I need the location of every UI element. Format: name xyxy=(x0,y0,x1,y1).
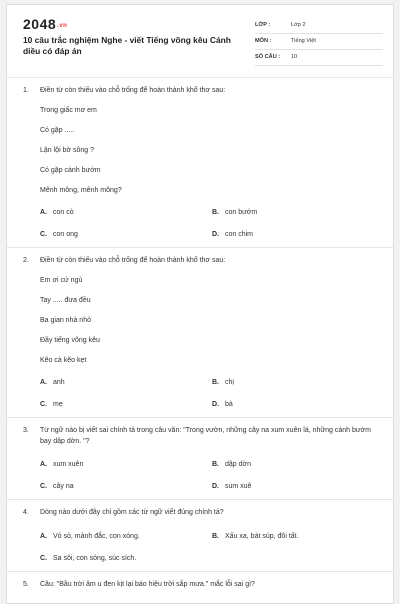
option-c[interactable]: C. cây na xyxy=(40,483,74,490)
worksheet-page xyxy=(6,4,394,604)
option-b[interactable]: B. chị xyxy=(212,379,234,386)
worksheet-title: 10 câu trắc nghiệm Nghe - viết Tiếng võng kêu Cánh diều có đáp án xyxy=(23,35,231,56)
question-prompt: Điền từ còn thiếu vào chỗ trống để hoàn thành khổ thơ sau: xyxy=(40,87,226,94)
poem-line: Tay ..... đưa đều xyxy=(40,297,91,304)
question-divider xyxy=(7,571,394,572)
option-a[interactable]: A. con cò xyxy=(40,209,74,216)
poem-line: Có gặp ..... xyxy=(40,127,75,134)
header-divider xyxy=(7,77,394,78)
worksheet-meta xyxy=(255,19,383,67)
option-b[interactable]: B. dập dờn xyxy=(212,461,252,468)
option-d[interactable]: D. sum xuê xyxy=(212,483,252,490)
poem-line: Kẽo cà kẽo kẹt xyxy=(40,357,87,364)
question-prompt: Dòng nào dưới đây chỉ gồm các từ ngữ viết đúng chính tả? xyxy=(40,509,224,516)
meta-subject: MÔN : Tiếng Việt xyxy=(255,35,383,50)
question-prompt: Từ ngữ nào bị viết sai chính tả trong câu văn: "Trong vườn, những cây na xum xuên lá, những cánh bướm bay dập dờn. "? xyxy=(40,427,371,445)
poem-line: Trong giấc mơ em xyxy=(40,107,97,114)
question-prompt: Điền từ còn thiếu vào chỗ trống để hoàn thành khổ thơ sau: xyxy=(40,257,226,264)
option-d[interactable]: D. con chim xyxy=(212,231,254,238)
poem-line: Em ơi cứ ngủ xyxy=(40,277,83,284)
question-divider xyxy=(7,499,394,500)
question-number: 5. xyxy=(23,581,29,588)
option-d[interactable]: D. bà xyxy=(212,401,233,408)
poem-line: Có gặp cánh bướm xyxy=(40,167,101,174)
option-b[interactable]: B. con bướm xyxy=(212,209,258,216)
question-number: 3. xyxy=(23,427,29,434)
site-logo[interactable]: 2048.vn xyxy=(23,16,68,32)
poem-line: Đầy tiếng võng kêu xyxy=(40,337,100,344)
poem-line: Ba gian nhà nhỏ xyxy=(40,317,91,324)
option-c[interactable]: C. mẹ xyxy=(40,401,63,408)
option-a[interactable]: A. Vỏ sò, mảnh đắc, con xóng. xyxy=(40,533,140,540)
poem-line: Mênh mông, mênh mông? xyxy=(40,187,122,194)
option-b[interactable]: B. Xấu xa, bát súp, đôi tất. xyxy=(212,533,299,540)
option-c[interactable]: C. Sa sôi, con sóng, súc sích. xyxy=(40,555,137,562)
meta-class: LỚP : Lớp 2 xyxy=(255,19,383,34)
option-a[interactable]: A. anh xyxy=(40,379,65,386)
poem-line: Lận lội bờ sông ? xyxy=(40,147,95,154)
question-number: 1. xyxy=(23,87,29,94)
worksheet-header xyxy=(7,5,394,75)
question-divider xyxy=(7,417,394,418)
option-a[interactable]: A. xum xuên xyxy=(40,461,84,468)
meta-question-count: SỐ CÂU : 10 xyxy=(255,51,383,66)
question-number: 4. xyxy=(23,509,29,516)
question-prompt: Câu: "Bầu trời âm u đen kịt lại báo hiệu trời sắp mưa." mắc lỗi sai gì? xyxy=(40,581,255,588)
option-c[interactable]: C. con ong xyxy=(40,231,78,238)
question-divider xyxy=(7,247,394,248)
question-number: 2. xyxy=(23,257,29,264)
